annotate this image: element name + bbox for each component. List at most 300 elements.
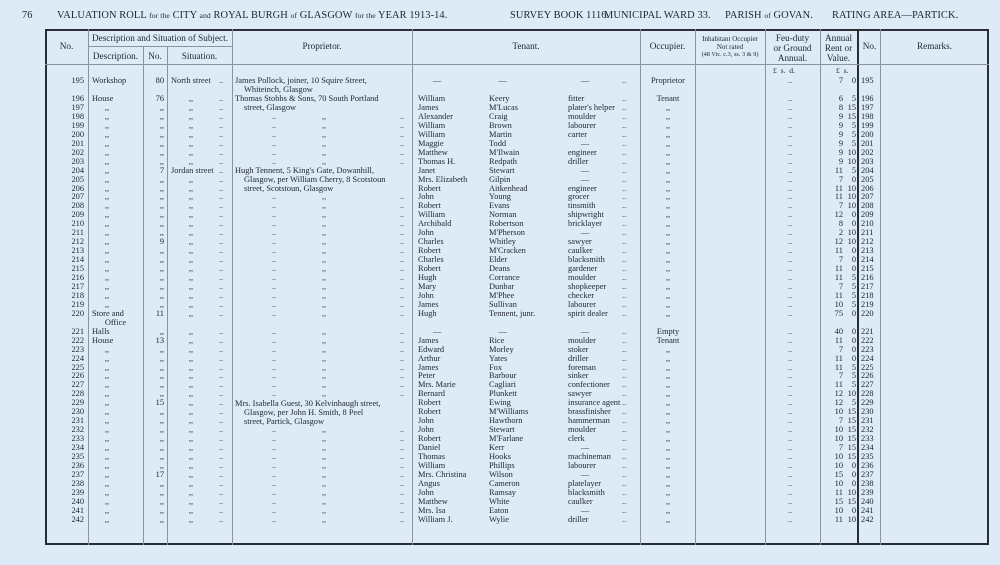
description: ,,	[104, 407, 110, 417]
annual-rent-shillings: 0	[851, 264, 856, 274]
tenant-leader-dots: ..	[622, 201, 627, 211]
annual-rent-shillings: 0	[851, 478, 856, 488]
subject-number: ,,	[159, 219, 164, 229]
occupier: ,,	[665, 434, 671, 444]
proprietor-ditto-dots: ..	[400, 326, 405, 336]
annual-rent-shillings: 15	[847, 416, 856, 426]
subject-number: ,,	[159, 147, 164, 157]
entry-number-right: 209	[861, 210, 874, 220]
situation-leader-dots: ..	[219, 174, 224, 184]
entry-number: 228	[71, 389, 84, 399]
tenant-occupation: checker	[568, 290, 595, 300]
description: ,,	[104, 505, 110, 515]
proprietor-ditto-dots: ..	[400, 362, 405, 372]
situation-leader-dots: ..	[219, 505, 224, 515]
entry-number: 242	[71, 514, 84, 524]
situation-leader-dots: ..	[219, 281, 224, 291]
occupier: ,,	[665, 389, 671, 399]
annual-rent-pounds: 10	[834, 407, 843, 417]
subject-number: 76	[155, 94, 164, 103]
tenant-leader-dots: ..	[622, 460, 627, 470]
table-row	[0, 515, 1000, 524]
annual-rent-shillings: 10	[847, 389, 856, 399]
feu-duty-value: ..	[788, 246, 793, 256]
entry-number: 223	[71, 344, 84, 354]
proprietor-ditto-dots: ..	[272, 478, 277, 488]
description: ,,	[104, 496, 110, 506]
annual-rent-pounds: 12	[834, 389, 843, 399]
occupier: ,,	[665, 308, 671, 318]
table-row	[0, 363, 1000, 372]
entry-number-right: 222	[861, 335, 874, 345]
situation-leader-dots: ..	[219, 192, 224, 202]
proprietor-ditto: ,,	[322, 389, 327, 399]
situation: ,,	[188, 219, 194, 229]
tenant-leader-dots: ..	[622, 487, 627, 497]
proprietor-line: Glasgow, per William Cherry, 8 Scotstoun	[244, 175, 386, 184]
tenant-occupation: driller	[568, 353, 589, 363]
municipal-ward: MUNICIPAL WARD 33.	[604, 10, 711, 21]
proprietor-ditto: ,,	[322, 237, 327, 247]
table-row	[0, 308, 1000, 327]
situation: ,,	[188, 156, 194, 166]
feu-duty-value: ..	[788, 281, 793, 291]
proprietor-ditto-dots: ..	[272, 425, 277, 435]
description: ,,	[104, 210, 110, 220]
tenant-occupation: gardener	[568, 264, 598, 274]
title-year: YEAR 1913-14.	[378, 10, 448, 21]
annual-rent-pounds: 11	[834, 192, 843, 202]
feu-duty-value: ..	[788, 326, 793, 336]
proprietor-ditto: ,,	[322, 210, 327, 220]
proprietor-ditto-dots: ..	[400, 389, 405, 399]
proprietor-ditto-dots: ..	[272, 335, 277, 345]
entry-number-right: 204	[861, 165, 874, 175]
tenant-leader-dots: ..	[622, 389, 627, 399]
annual-rent-shillings: 0	[851, 210, 856, 220]
description: ,,	[104, 156, 110, 166]
annual-rent-pounds: 7	[838, 443, 843, 453]
table-row	[0, 291, 1000, 300]
proprietor-ditto: ,,	[322, 219, 327, 229]
situation-leader-dots: ..	[219, 255, 224, 265]
tenant-first-name: John	[418, 290, 434, 300]
entry-number: 232	[71, 425, 84, 435]
proprietor-ditto-dots: ..	[272, 389, 277, 399]
tenant-surname: Ewing	[489, 398, 511, 408]
feu-duty-value: ..	[788, 192, 793, 202]
tenant-first-name: Hugh	[418, 308, 437, 318]
header-rent-line3: Value.	[826, 53, 851, 63]
tenant-surname: Young	[489, 192, 511, 202]
tenant-leader-dots: ..	[622, 94, 627, 103]
proprietor-ditto-dots: ..	[272, 192, 277, 202]
annual-rent-pounds: 10	[834, 434, 843, 444]
occupier: ,,	[665, 416, 671, 426]
entry-number-right: 223	[861, 344, 874, 354]
table-row	[0, 201, 1000, 210]
tenant-first-name: John	[418, 192, 434, 202]
subject-number: ,,	[159, 380, 164, 390]
proprietor-ditto-dots: ..	[400, 460, 405, 470]
annual-rent-pounds: 10	[834, 452, 843, 461]
tenant-first-name: Robert	[418, 201, 441, 211]
entry-number-right: 211	[861, 228, 874, 238]
annual-rent-shillings: 5	[851, 380, 856, 390]
situation: ,,	[188, 102, 194, 112]
proprietor-ditto: ,,	[322, 344, 327, 354]
proprietor-ditto-dots: ..	[272, 443, 277, 453]
description: ,,	[104, 487, 110, 497]
header-annual-rent	[820, 33, 857, 63]
proprietor-ditto-dots: ..	[272, 129, 277, 139]
annual-rent-pounds: 10	[834, 478, 843, 488]
tenant-leader-dots: ..	[622, 255, 627, 265]
parish-govan: GOVAN.	[773, 10, 813, 21]
situation: ,,	[188, 273, 194, 282]
annual-rent-pounds: 11	[834, 273, 843, 282]
occupier: ,,	[665, 478, 671, 488]
tenant-leader-dots: ..	[622, 290, 627, 300]
proprietor-ditto: ,,	[322, 281, 327, 291]
description: ,,	[104, 264, 110, 274]
entry-number: 229	[71, 398, 84, 408]
proprietor-line: Whiteinch, Glasgow	[244, 85, 313, 94]
header-no-right: No.	[862, 41, 877, 51]
situation-leader-dots: ..	[219, 111, 224, 121]
tenant-first-name: Thomas H.	[418, 156, 456, 166]
description: House	[92, 335, 114, 345]
entry-number-right: 203	[861, 156, 874, 166]
tenant-first-name: Mrs. Marie	[418, 380, 456, 390]
situation: ,,	[188, 398, 194, 408]
table-row	[0, 452, 1000, 461]
proprietor-ditto-dots: ..	[272, 344, 277, 354]
proprietor-ditto: ,,	[322, 147, 327, 157]
feu-duty-value: ..	[788, 434, 793, 444]
entry-number: 226	[71, 371, 84, 381]
tenant-occupation: carter	[568, 129, 588, 139]
subject-number: ,,	[159, 514, 164, 524]
proprietor-ditto: ,,	[322, 335, 327, 345]
occupier: ,,	[665, 469, 671, 479]
table-row	[0, 121, 1000, 130]
tenant-occupation: bricklayer	[568, 219, 602, 229]
tenant-surname: Hawthorn	[489, 416, 523, 426]
description: ,,	[104, 344, 110, 354]
subject-number: 17	[155, 469, 164, 479]
annual-rent-pounds: 12	[834, 210, 843, 220]
table-row	[0, 443, 1000, 452]
subject-number: ,,	[159, 407, 164, 417]
table-row	[0, 479, 1000, 488]
tenant-first-name: Arthur	[418, 353, 441, 363]
entry-number: 234	[71, 443, 84, 453]
table-row	[0, 282, 1000, 291]
annual-rent-shillings: 10	[847, 192, 856, 202]
situation-leader-dots: ..	[219, 156, 224, 166]
entry-number: 208	[71, 201, 84, 211]
situation: ,,	[188, 452, 194, 461]
header-description: Description.	[92, 51, 139, 61]
entry-number: 196	[71, 94, 84, 103]
annual-rent-shillings: 15	[847, 443, 856, 453]
occupier: ,,	[665, 147, 671, 157]
feu-duty-value: ..	[788, 353, 793, 363]
entry-number: 233	[71, 434, 84, 444]
subject-number: ,,	[159, 299, 164, 309]
proprietor-ditto-dots: ..	[272, 111, 277, 121]
tenant-first-name: James	[418, 362, 439, 372]
tenant-first-name: Thomas	[418, 452, 445, 461]
tenant-surname: Dunbar	[489, 281, 515, 291]
situation: ,,	[188, 505, 194, 515]
entry-number-right: 238	[861, 478, 874, 488]
tenant-first-name: William	[418, 460, 446, 470]
tenant-occupation: clerk	[568, 434, 585, 444]
annual-rent-pounds: 9	[838, 156, 843, 166]
entry-number-right: 212	[861, 237, 874, 247]
occupier: ,,	[665, 496, 671, 506]
entry-number: 222	[71, 335, 84, 345]
proprietor-ditto-dots: ..	[400, 353, 405, 363]
feu-duty-value: ..	[788, 264, 793, 274]
tenant-first-name: Matthew	[418, 147, 448, 157]
subject-number: ,,	[159, 452, 164, 461]
proprietor-ditto-dots: ..	[400, 210, 405, 220]
tenant-leader-dots: ..	[622, 371, 627, 381]
occupier: ,,	[665, 290, 671, 300]
tenant-occupation: spirit dealer	[568, 308, 608, 318]
entry-number-right: 235	[861, 452, 874, 461]
header-feu-line3: Annual.	[777, 53, 808, 63]
proprietor-ditto-dots: ..	[400, 219, 405, 229]
proprietor-ditto: ,,	[322, 201, 327, 211]
tenant-first-name: Mrs. Christina	[418, 469, 467, 479]
description: ,,	[104, 478, 110, 488]
feu-duty-value: ..	[788, 156, 793, 166]
tenant-occupation: shopkeeper	[568, 281, 607, 291]
subject-number: ,,	[159, 183, 164, 193]
tenant-first-name: William	[418, 94, 446, 103]
occupier: Tenant	[656, 94, 680, 103]
table-row	[0, 336, 1000, 345]
proprietor-ditto-dots: ..	[272, 120, 277, 130]
tenant-surname: Evans	[489, 201, 510, 211]
subject-number: ,,	[159, 192, 164, 202]
situation: ,,	[188, 210, 194, 220]
proprietor-ditto: ,,	[322, 460, 327, 470]
description: ,,	[104, 299, 110, 309]
proprietor-ditto-dots: ..	[400, 156, 405, 166]
tenant-surname: Cameron	[489, 478, 520, 488]
title-for1: for the	[149, 11, 170, 20]
situation: ,,	[188, 389, 194, 399]
situation-leader-dots: ..	[219, 380, 224, 390]
tenant-leader-dots: ..	[622, 362, 627, 372]
situation-leader-dots: ..	[219, 469, 224, 479]
title-roll-text: VALUATION ROLL	[57, 10, 147, 21]
occupier: ,,	[665, 452, 671, 461]
tenant-occupation: sinker	[568, 371, 589, 381]
proprietor-ditto-dots: ..	[272, 201, 277, 211]
tenant-leader-dots: ..	[622, 398, 627, 408]
tenant-leader-dots: ..	[622, 335, 627, 345]
table-row	[0, 416, 1000, 425]
feu-duty-value: ..	[788, 165, 793, 175]
annual-rent-shillings: 0	[851, 335, 856, 345]
tenant-leader-dots: ..	[622, 165, 627, 175]
tenant-surname: Sullivan	[489, 299, 517, 309]
tenant-leader-dots: ..	[622, 147, 627, 157]
occupier: ,,	[665, 246, 671, 256]
tenant-occupation: sawyer	[568, 389, 592, 399]
tenant-occupation: machineman	[568, 452, 611, 461]
proprietor-ditto-dots: ..	[400, 469, 405, 479]
subject-number: ,,	[159, 496, 164, 506]
table-row	[0, 488, 1000, 497]
subject-number: ,,	[159, 156, 164, 166]
feu-duty-value: ..	[788, 147, 793, 157]
table-row	[0, 228, 1000, 237]
annual-rent-shillings: 15	[847, 407, 856, 417]
entry-number: 214	[71, 255, 84, 265]
situation: ,,	[188, 174, 194, 184]
tenant-leader-dots: ..	[622, 183, 627, 193]
tenant-first-name: Charles	[418, 255, 444, 265]
feu-duty-value: ..	[788, 308, 793, 318]
annual-rent-pounds: 15	[834, 496, 843, 506]
occupier: Empty	[656, 326, 680, 336]
proprietor-ditto-dots: ..	[400, 443, 405, 453]
table-row	[0, 407, 1000, 416]
entry-number-right: 208	[861, 201, 874, 211]
tenant-occupation: labourer	[568, 460, 596, 470]
tenant-occupation: foreman	[568, 362, 596, 372]
tenant-surname: Fox	[489, 362, 503, 372]
feu-duty-value: ..	[788, 452, 793, 461]
feu-duty-value: ..	[788, 371, 793, 381]
tenant-first-name: James	[418, 299, 439, 309]
tenant-leader-dots: ..	[622, 469, 627, 479]
feu-duty-value: ..	[788, 120, 793, 130]
proprietor-line: street, Glasgow	[244, 103, 297, 112]
annual-rent-shillings: 5	[851, 138, 856, 148]
proprietor-ditto: ,,	[322, 138, 327, 148]
occupier: ,,	[665, 219, 671, 229]
subject-number: ,,	[159, 505, 164, 515]
tenant-surname: M'Lucas	[489, 102, 518, 112]
tenant-occupation: —	[580, 228, 590, 238]
situation: ,,	[188, 129, 194, 139]
tenant-first-name: Robert	[418, 434, 441, 444]
feu-duty-value: ..	[788, 102, 793, 112]
situation-leader-dots: ..	[219, 362, 224, 372]
tenant-occupation: insurance agent	[568, 398, 621, 408]
tenant-surname: Elder	[489, 255, 508, 265]
tenant-occupation: confectioner	[568, 380, 610, 390]
subject-number: ,,	[159, 460, 164, 470]
proprietor-ditto: ,,	[322, 326, 327, 336]
situation-leader-dots: ..	[219, 183, 224, 193]
feu-duty-value: ..	[788, 389, 793, 399]
tenant-leader-dots: ..	[622, 496, 627, 506]
proprietor-ditto-dots: ..	[400, 344, 405, 354]
entry-number-right: 241	[861, 505, 874, 515]
situation: ,,	[188, 120, 194, 130]
tenant-occupation: —	[580, 76, 590, 85]
tenant-leader-dots: ..	[622, 264, 627, 274]
table-row	[0, 130, 1000, 139]
feu-duty-value: ..	[788, 496, 793, 506]
feu-duty-value: ..	[788, 469, 793, 479]
occupier: ,,	[665, 380, 671, 390]
occupier: ,,	[665, 281, 671, 291]
situation-leader-dots: ..	[219, 246, 224, 256]
tenant-first-name: William J.	[418, 514, 453, 524]
tenant-first-name: John	[418, 228, 434, 238]
header-remarks: Remarks.	[917, 41, 952, 51]
feu-units: £ s. d.	[773, 66, 795, 75]
feu-duty-value: ..	[788, 362, 793, 372]
header-bottom-rule	[45, 64, 989, 65]
entry-number-right: 219	[861, 299, 874, 309]
tenant-occupation: tinsmith	[568, 201, 596, 211]
annual-rent-pounds: 75	[834, 308, 843, 318]
tenant-occupation: hammerman	[568, 416, 610, 426]
annual-rent-pounds: 7	[838, 281, 843, 291]
occupier: ,,	[665, 371, 671, 381]
tenant-surname: Redpath	[489, 156, 517, 166]
table-row	[0, 157, 1000, 166]
annual-rent-pounds: 9	[838, 120, 843, 130]
annual-rent-pounds: 9	[838, 138, 843, 148]
proprietor-ditto: ,,	[322, 228, 327, 238]
tenant-first-name: William	[418, 210, 446, 220]
subject-number: ,,	[159, 281, 164, 291]
subject-number: ,,	[159, 138, 164, 148]
feu-duty-value: ..	[788, 514, 793, 524]
proprietor-ditto-dots: ..	[400, 434, 405, 444]
header-tenant: Tenant.	[512, 41, 540, 51]
entry-number-right: 202	[861, 147, 874, 157]
tenant-surname: Stewart	[489, 425, 515, 435]
situation: ,,	[188, 407, 194, 417]
feu-duty-value: ..	[788, 299, 793, 309]
entry-number-right: 225	[861, 362, 874, 372]
subject-number: ,,	[159, 290, 164, 300]
proprietor-ditto-dots: ..	[272, 505, 277, 515]
tenant-surname: —	[498, 76, 507, 85]
tenant-leader-dots: ..	[622, 344, 627, 354]
subject-number: ,,	[159, 255, 164, 265]
title-burgh: ROYAL BURGH	[213, 10, 288, 21]
entry-number: 240	[71, 496, 84, 506]
header-feu-line1: Feu-duty	[775, 33, 810, 43]
situation-leader-dots: ..	[219, 165, 224, 175]
feu-duty-value: ..	[788, 460, 793, 470]
proprietor-ditto: ,,	[322, 156, 327, 166]
table-row	[0, 166, 1000, 175]
annual-rent-pounds: 7	[838, 76, 843, 85]
feu-duty-value: ..	[788, 183, 793, 193]
tenant-surname: —	[498, 326, 507, 336]
tenant-leader-dots: ..	[622, 299, 627, 309]
annual-rent-pounds: 7	[838, 174, 843, 184]
proprietor-ditto-dots: ..	[400, 299, 405, 309]
proprietor-ditto: ,,	[322, 514, 327, 524]
description: ,,	[104, 452, 110, 461]
